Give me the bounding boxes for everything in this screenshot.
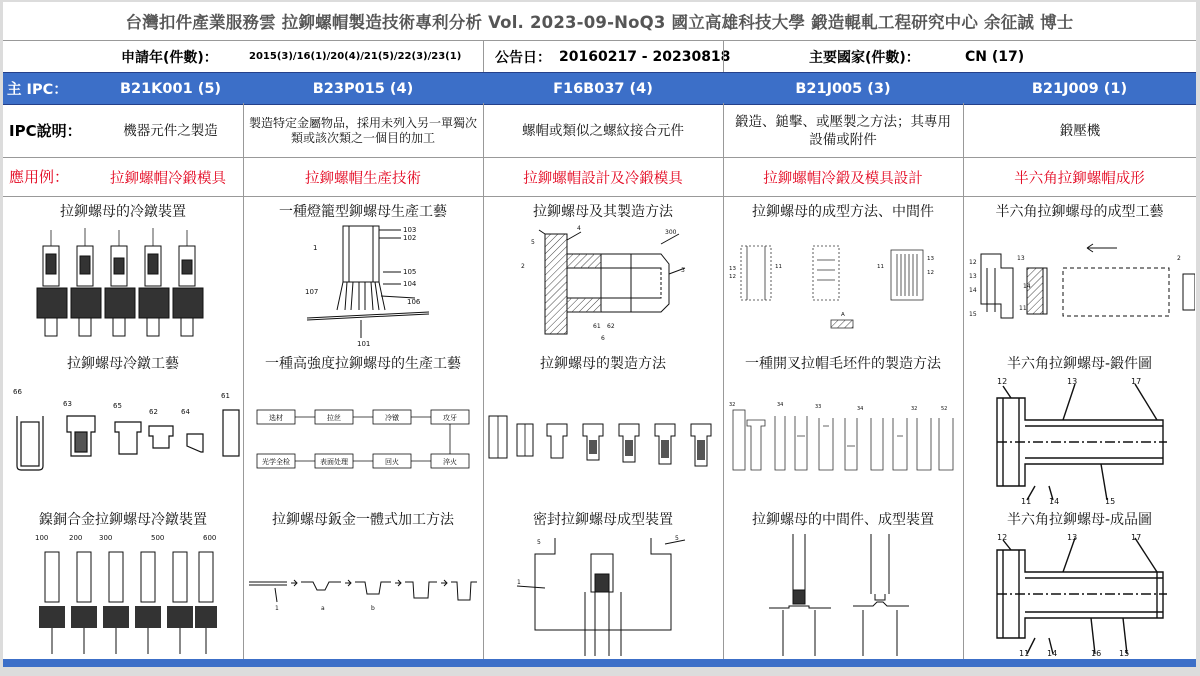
svg-text:15: 15 — [1105, 497, 1116, 506]
figure-sheet-metal-process — [247, 572, 479, 622]
svg-text:104: 104 — [403, 280, 417, 288]
ipc-desc-2: 製造特定金屬物品，採用未列入另一單獨次類或該次類之一個目的加工 — [248, 116, 477, 145]
flow-step — [257, 454, 295, 468]
svg-text:61: 61 — [593, 323, 601, 330]
svg-text:15: 15 — [969, 311, 977, 318]
svg-text:32: 32 — [729, 402, 736, 408]
svg-text:5: 5 — [537, 539, 541, 546]
flow-step-label: 光学全检 — [262, 458, 290, 466]
ipc-desc-3: 螺帽或類似之螺紋接合元件 — [522, 123, 684, 139]
svg-text:103: 103 — [403, 226, 417, 234]
svg-text:15: 15 — [1119, 649, 1130, 658]
svg-text:11: 11 — [1019, 649, 1030, 658]
figure-manufacturing-steps — [487, 408, 719, 474]
flow-step-label: 攻牙 — [443, 414, 457, 422]
svg-text:4: 4 — [577, 225, 581, 232]
svg-text:A: A — [841, 312, 845, 318]
svg-text:a: a — [321, 605, 325, 612]
flow-step-label: 回火 — [385, 458, 399, 466]
svg-text:11: 11 — [1021, 497, 1032, 506]
svg-text:32: 32 — [911, 406, 918, 412]
flow-step — [257, 410, 295, 424]
ipc-code-2: B23P015 (4) — [312, 80, 414, 97]
ipc-desc-1: 機器元件之製造 — [123, 123, 218, 139]
flow-step-label: 选材 — [269, 414, 283, 422]
svg-text:600: 600 — [203, 534, 217, 542]
figure-sealed-nut-device — [515, 534, 691, 658]
slide — [3, 2, 1196, 667]
caption-5-3: 半六角拉鉚螺母-成品圖 — [1006, 512, 1153, 528]
svg-text:300: 300 — [665, 229, 677, 236]
svg-text:12: 12 — [997, 377, 1008, 386]
svg-text:3: 3 — [681, 267, 685, 274]
svg-text:102: 102 — [403, 234, 417, 242]
svg-text:6: 6 — [601, 335, 605, 342]
svg-text:13: 13 — [969, 273, 977, 280]
svg-text:13: 13 — [1067, 533, 1078, 542]
ipc-header-bar — [3, 72, 1196, 105]
ipc-desc-5: 鍛壓機 — [1059, 123, 1101, 139]
svg-text:105: 105 — [403, 268, 417, 276]
app-example-4: 拉鉚螺帽冷鍛及模具設計 — [763, 170, 923, 187]
svg-text:200: 200 — [69, 534, 83, 542]
caption-5-2: 半六角拉鉚螺母-鍛件圖 — [1006, 356, 1153, 372]
flow-step — [431, 410, 469, 424]
svg-text:34: 34 — [857, 406, 864, 412]
caption-4-3: 拉鉚螺母的中間件、成型裝置 — [752, 512, 934, 528]
figure-nickel-copper-device — [33, 532, 223, 658]
svg-text:17: 17 — [1131, 533, 1142, 542]
svg-text:13: 13 — [1067, 377, 1078, 386]
figure-lantern-nut — [303, 222, 433, 350]
svg-text:1: 1 — [517, 579, 521, 586]
figure-half-hex-process — [967, 238, 1195, 328]
caption-2-3: 拉鉚螺母鈑金一體式加工方法 — [272, 512, 454, 528]
figure-forming-method — [727, 240, 959, 332]
svg-text:2: 2 — [1177, 255, 1181, 262]
svg-text:64: 64 — [181, 408, 190, 416]
svg-text:33: 33 — [815, 404, 822, 410]
svg-text:106: 106 — [407, 298, 421, 306]
svg-text:63: 63 — [63, 400, 72, 408]
svg-text:13: 13 — [729, 266, 736, 272]
svg-text:13: 13 — [1017, 255, 1025, 262]
svg-text:65: 65 — [113, 402, 122, 410]
caption-4-2: 一種開叉拉帽毛坯件的製造方法 — [745, 356, 941, 372]
caption-4-1: 拉鉚螺母的成型方法、中間件 — [752, 204, 934, 220]
svg-text:13: 13 — [927, 256, 934, 262]
ipc-code-5: B21J009 (1) — [1031, 80, 1128, 97]
caption-2-2: 一種高強度拉鉚螺母的生產工藝 — [265, 356, 461, 372]
svg-text:66: 66 — [13, 388, 22, 396]
ipc-label: 主 IPC： — [7, 82, 68, 98]
svg-text:12: 12 — [927, 270, 934, 276]
country-label: 主要國家(件數)： — [809, 49, 920, 66]
figure-intermediate-part — [759, 530, 927, 658]
flow-step-label: 淬火 — [443, 458, 457, 466]
figure-finished-drawing — [967, 532, 1195, 658]
flow-step-label: 表面处理 — [320, 458, 348, 466]
svg-text:12: 12 — [969, 259, 977, 266]
flow-step-label: 冷镦 — [385, 414, 399, 422]
ipc-code-3: F16B037 (4) — [553, 80, 653, 97]
flow-step — [315, 410, 353, 424]
caption-1-1: 拉鉚螺母的冷鐓裝置 — [60, 204, 186, 220]
caption-1-2: 拉鉚螺母冷鐓工藝 — [67, 356, 179, 372]
svg-text:62: 62 — [149, 408, 158, 416]
svg-text:14: 14 — [1049, 497, 1060, 506]
flow-step — [373, 410, 411, 424]
svg-text:300: 300 — [99, 534, 113, 542]
flow-step — [373, 454, 411, 468]
figure-split-blank — [727, 396, 959, 484]
svg-text:62: 62 — [607, 323, 615, 330]
svg-text:1: 1 — [313, 244, 318, 252]
app-label: 應用例： — [9, 168, 70, 186]
caption-3-2: 拉鉚螺母的製造方法 — [540, 356, 666, 372]
svg-text:14: 14 — [969, 287, 977, 294]
figure-rivet-nut-section — [511, 224, 701, 342]
figure-process-flow — [247, 402, 479, 476]
svg-text:16: 16 — [1091, 649, 1102, 658]
svg-text:12: 12 — [729, 274, 736, 280]
date-value: 20160217 - 20230818 — [559, 48, 731, 65]
country-value: CN (17) — [965, 48, 1025, 65]
svg-text:101: 101 — [357, 340, 371, 348]
caption-3-3: 密封拉鉚螺母成型裝置 — [533, 512, 673, 528]
caption-1-3: 鎳銅合金拉鉚螺母冷鐓裝置 — [39, 512, 207, 528]
svg-text:107: 107 — [305, 288, 319, 296]
svg-text:12: 12 — [997, 533, 1008, 542]
ipc-desc-4: 鍛造、鎚擊、或壓製之方法；其專用設備或附件 — [735, 114, 951, 148]
svg-text:52: 52 — [941, 406, 948, 412]
year-label: 申請年(件數)： — [121, 49, 218, 66]
year-value: 2015(3)/16(1)/20(4)/21(5)/22(3)/23(1) — [249, 51, 462, 62]
svg-text:14: 14 — [1023, 283, 1031, 290]
caption-5-1: 半六角拉鉚螺母的成型工藝 — [995, 204, 1164, 220]
svg-text:11: 11 — [775, 264, 782, 270]
app-example-1: 拉鉚螺帽冷鍛模具 — [110, 170, 226, 187]
svg-text:2: 2 — [521, 263, 525, 270]
svg-text:b: b — [371, 605, 375, 612]
figure-cold-heading-process — [9, 386, 241, 486]
app-example-3: 拉鉚螺帽設計及冷鍛模具 — [523, 170, 683, 187]
flow-step-label: 拉丝 — [327, 414, 341, 422]
ipc-code-1: B21K001 (5) — [119, 80, 222, 97]
desc-label: IPC說明： — [9, 122, 82, 140]
svg-text:500: 500 — [151, 534, 165, 542]
svg-text:14: 14 — [1047, 649, 1058, 658]
flow-step — [315, 454, 353, 468]
svg-text:5: 5 — [531, 239, 535, 246]
footer-bar — [3, 659, 1196, 667]
flow-step — [431, 454, 469, 468]
svg-text:61: 61 — [221, 392, 230, 400]
figure-cold-heading-device — [33, 224, 213, 344]
app-example-2: 拉鉚螺帽生產技術 — [305, 170, 421, 187]
date-label: 公告日： — [495, 49, 551, 66]
svg-text:11: 11 — [877, 264, 884, 270]
page-title: 台灣扣件產業服務雲 拉鉚螺帽製造技術專利分析 Vol. 2023-09-NoQ3 國立高雄科技大學 鍛造輥軋工程研究中心 余征誠 博士 — [125, 13, 1074, 32]
caption-3-1: 拉鉚螺母及其製造方法 — [533, 204, 673, 220]
figure-forging-drawing — [967, 376, 1195, 506]
svg-text:34: 34 — [777, 402, 784, 408]
svg-text:100: 100 — [35, 534, 49, 542]
ipc-code-4: B21J005 (3) — [795, 80, 891, 97]
svg-text:1: 1 — [275, 605, 279, 612]
app-example-5: 半六角拉鉚螺帽成形 — [1014, 170, 1145, 187]
caption-2-1: 一種燈籠型鉚螺母生產工藝 — [279, 204, 447, 220]
svg-text:5: 5 — [675, 535, 679, 542]
svg-text:17: 17 — [1131, 377, 1142, 386]
svg-text:11: 11 — [1019, 305, 1027, 312]
